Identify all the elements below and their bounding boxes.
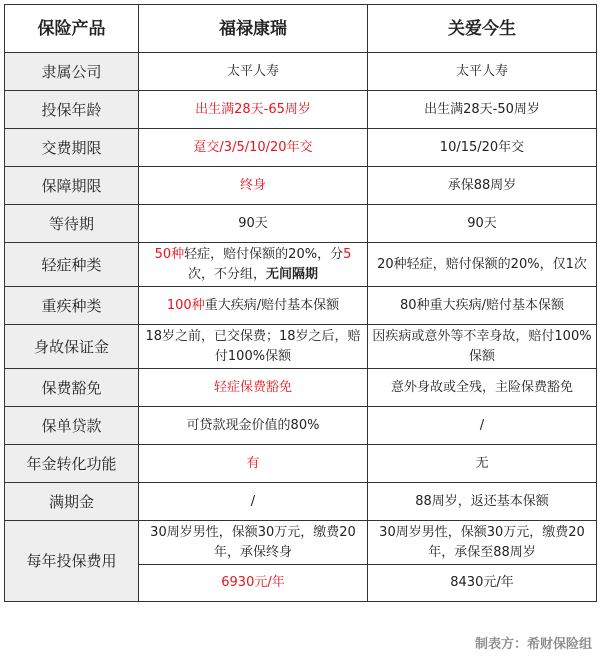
cell-text: 次，不分组， bbox=[187, 266, 266, 282]
row-label: 保障期限 bbox=[5, 167, 139, 205]
row-annuity-conversion bbox=[5, 445, 597, 483]
count-text: 50种 bbox=[154, 246, 185, 262]
row-premium-waiver bbox=[5, 369, 597, 407]
cell-b: 90天 bbox=[368, 205, 597, 243]
row-coverage-term bbox=[5, 167, 597, 205]
header-guanai-jinsheng: 关爱今生 bbox=[368, 5, 597, 53]
row-label: 投保年龄 bbox=[5, 91, 139, 129]
cell-b: 承保88周岁 bbox=[368, 167, 597, 205]
row-company bbox=[5, 53, 597, 91]
row-death-benefit bbox=[5, 325, 597, 369]
highlight-text: 无间隔期 bbox=[266, 266, 319, 282]
cell-text: 轻症，赔付保额的20%，分 bbox=[184, 246, 344, 262]
cell-b: 80种重大疾病/赔付基本保额 bbox=[368, 287, 597, 325]
cell-a: 18岁之前，已交保费；18岁之后，赔付100%保额 bbox=[139, 325, 368, 369]
cell-a: 可贷款现金价值的80% bbox=[139, 407, 368, 445]
row-label: 每年投保费用 bbox=[5, 521, 139, 602]
row-mild-illness bbox=[5, 243, 597, 287]
row-label: 保单贷款 bbox=[5, 407, 139, 445]
cell-a: 90天 bbox=[139, 205, 368, 243]
count-text: 100种 bbox=[166, 297, 205, 313]
premium-desc-b: 30周岁男性，保额30万元，缴费20年，承保至88周岁 bbox=[368, 521, 597, 565]
premium-price-b: 8430元/年 bbox=[368, 565, 597, 602]
header-row bbox=[5, 5, 597, 53]
cell-b: 无 bbox=[368, 445, 597, 483]
row-label: 隶属公司 bbox=[5, 53, 139, 91]
row-insure-age bbox=[5, 91, 597, 129]
cell-b: 10/15/20年交 bbox=[368, 129, 597, 167]
row-label: 交费期限 bbox=[5, 129, 139, 167]
row-label: 保费豁免 bbox=[5, 369, 139, 407]
cell-a bbox=[139, 287, 368, 325]
row-label: 轻症种类 bbox=[5, 243, 139, 287]
cell-b: 太平人寿 bbox=[368, 53, 597, 91]
cell-a: 太平人寿 bbox=[139, 53, 368, 91]
premium-price-a: 6930元/年 bbox=[139, 565, 368, 602]
cell-a: 趸交/3/5/10/20年交 bbox=[139, 129, 368, 167]
row-maturity-benefit bbox=[5, 483, 597, 521]
row-label: 年金转化功能 bbox=[5, 445, 139, 483]
row-label: 等待期 bbox=[5, 205, 139, 243]
cell-b: / bbox=[368, 407, 597, 445]
cell-a: 终身 bbox=[139, 167, 368, 205]
row-critical-illness bbox=[5, 287, 597, 325]
cell-a bbox=[139, 243, 368, 287]
header-fulu-kangrui: 福禄康瑞 bbox=[139, 5, 368, 53]
cell-b: 20种轻症，赔付保额的20%，仅1次 bbox=[368, 243, 597, 287]
cell-b: 因疾病或意外等不幸身故，赔付100%保额 bbox=[368, 325, 597, 369]
cell-b: 意外身故或全残，主险保费豁免 bbox=[368, 369, 597, 407]
header-product: 保险产品 bbox=[5, 5, 139, 53]
cell-text: 重大疾病/赔付基本保额 bbox=[204, 297, 340, 313]
cell-a: 轻症保费豁免 bbox=[139, 369, 368, 407]
row-policy-loan bbox=[5, 407, 597, 445]
row-annual-premium bbox=[5, 521, 597, 565]
row-payment-term bbox=[5, 129, 597, 167]
count-text: 5 bbox=[343, 246, 352, 262]
comparison-table bbox=[4, 4, 597, 602]
cell-b: 88周岁，返还基本保额 bbox=[368, 483, 597, 521]
row-waiting-period bbox=[5, 205, 597, 243]
premium-desc-a: 30周岁男性，保额30万元，缴费20年，承保终身 bbox=[139, 521, 368, 565]
table-source-footer: 制表方：希财保险组 bbox=[474, 637, 592, 652]
cell-a: 出生满28天-65周岁 bbox=[139, 91, 368, 129]
cell-a: 有 bbox=[139, 445, 368, 483]
cell-a: / bbox=[139, 483, 368, 521]
cell-b: 出生满28天-50周岁 bbox=[368, 91, 597, 129]
row-label: 重疾种类 bbox=[5, 287, 139, 325]
row-label: 满期金 bbox=[5, 483, 139, 521]
row-label: 身故保证金 bbox=[5, 325, 139, 369]
